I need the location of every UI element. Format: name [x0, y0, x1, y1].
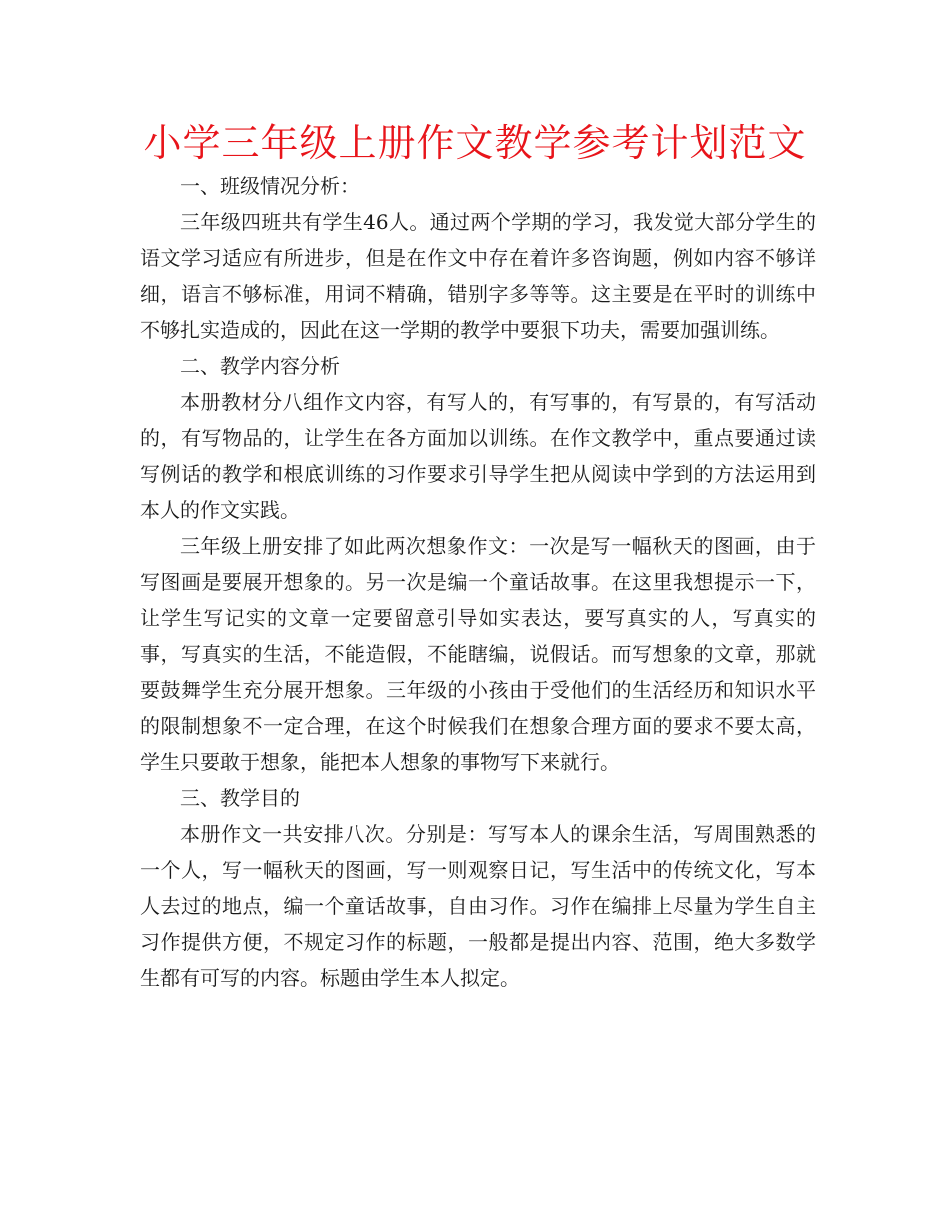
section-heading: 一、班级情况分析：: [180, 174, 360, 198]
section-heading: 二、教学内容分析: [180, 354, 340, 378]
document-title: 小学三年级上册作文教学参考计划范文: [143, 121, 807, 165]
section-heading: 三、教学目的: [180, 786, 300, 810]
paragraph: 三年级四班共有学生46人。通过两个学期的学习，我发觉大部分学生的语文学习适应有所进步，但是在作文中存在着许多咨询题，例如内容不够详细，语言不够标准，用词不精确，错别字多等等。这主要是在平时的训练中不够扎实造成的，因此在这一学期的教学中要狠下功夫，需要加强训练。: [140, 210, 816, 342]
paragraph: 本册作文一共安排八次。分别是：写写本人的课余生活，写周围熟悉的一个人，写一幅秋天的图画，写一则观察日记，写生活中的传统文化，写本人去过的地点，编一个童话故事，自由习作。习作在编排上尽量为学生自主习作提供方便，不规定习作的标题，一般都是提出内容、范围，绝大多数学生都有可写的内容。标题由学生本人拟定。: [140, 822, 816, 990]
document-body: [140, 168, 816, 996]
paragraph: 三年级上册安排了如此两次想象作文：一次是写一幅秋天的图画，由于写图画是要展开想象的。另一次是编一个童话故事。在这里我想提示一下，让学生写记实的文章一定要留意引导如实表达，要写真实的人，写真实的事，写真实的生活，不能造假，不能瞎编，说假话。而写想象的文章，那就要鼓舞学生充分展开想象。三年级的小孩由于受他们的生活经历和知识水平的限制想象不一定合理，在这个时候我们在想象合理方面的要求不要太高，学生只要敢于想象，能把本人想象的事物写下来就行。: [140, 534, 816, 774]
paragraph: 本册教材分八组作文内容，有写人的，有写事的，有写景的，有写活动的，有写物品的，让学生在各方面加以训练。在作文教学中，重点要通过读写例话的教学和根底训练的习作要求引导学生把从阅读中学到的方法运用到本人的作文实践。: [140, 390, 816, 522]
